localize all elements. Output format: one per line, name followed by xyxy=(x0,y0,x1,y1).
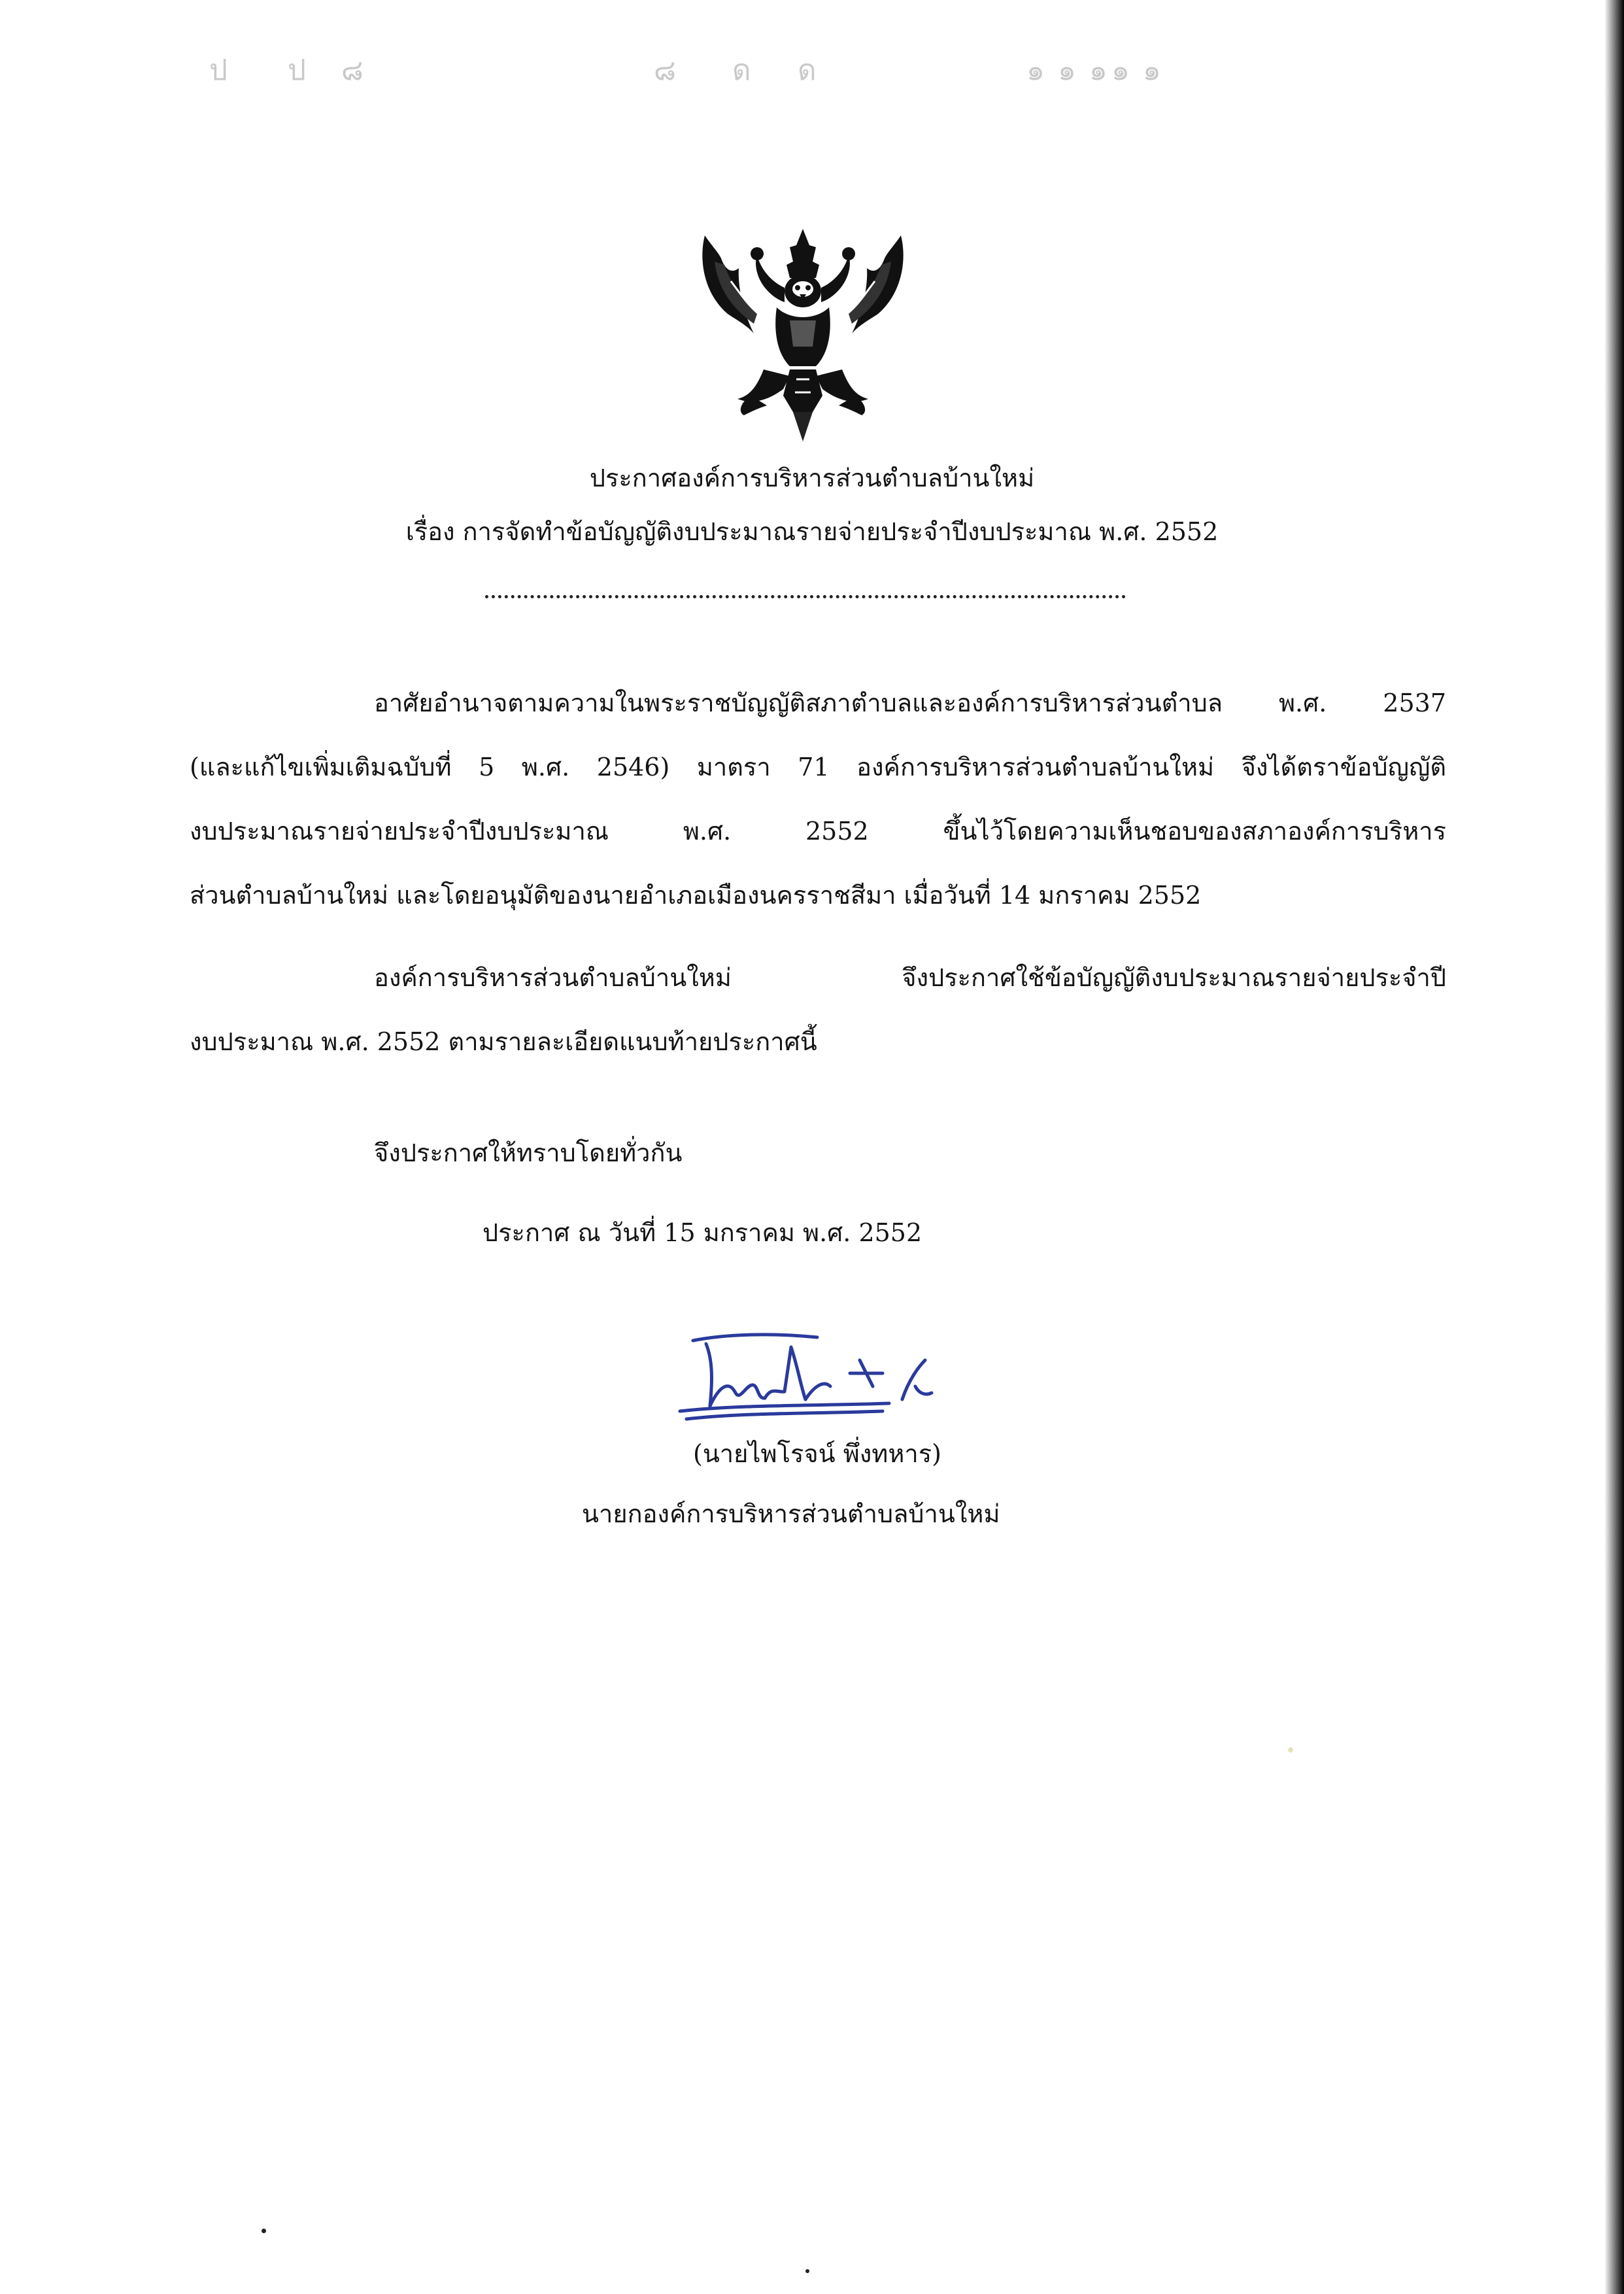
signatory-position: นายกองค์การบริหารส่วนตำบลบ้านใหม่ xyxy=(582,1499,1000,1528)
faint-mark: ด xyxy=(798,54,830,87)
paragraph-2-line-2: งบประมาณ พ.ศ. 2552 ตามรายละเอียดแนบท้ายประกาศนี้ xyxy=(190,1027,817,1056)
scan-speck xyxy=(1288,1747,1293,1753)
scan-speck xyxy=(262,2229,266,2233)
announcement-title: ประกาศองค์การบริหารส่วนตำบลบ้านใหม่ xyxy=(589,464,1035,492)
garuda-emblem-icon xyxy=(692,216,914,451)
faint-header-marks xyxy=(196,34,1177,93)
faint-mark: ๘ xyxy=(654,54,689,87)
closing-line: จึงประกาศให้ทราบโดยทั่วกัน xyxy=(374,1138,683,1167)
title-divider xyxy=(485,591,1126,598)
announcement-date: ประกาศ ณ วันที่ 15 มกราคม พ.ศ. 2552 xyxy=(482,1218,922,1247)
scan-edge xyxy=(1604,0,1624,2294)
faint-mark: ๑๑ xyxy=(1111,54,1174,87)
paragraph-1-line-2: (และแก้ไขเพิ่มเติมฉบับที่ 5 พ.ศ. 2546) มาตรา 71 องค์การบริหารส่วนตำบลบ้านใหม่ จึงได้ตราข้อบัญญัติ xyxy=(190,753,1446,781)
faint-mark: ด xyxy=(732,54,764,87)
paragraph-1-line-1: อาศัยอำนาจตามความในพระราชบัญญัติสภาตำบลและองค์การบริหารส่วนตำบล พ.ศ. 2537 xyxy=(374,689,1446,717)
faint-mark: ๑๑๑ xyxy=(1026,54,1121,87)
paragraph-1-line-4: ส่วนตำบลบ้านใหม่ และโดยอนุมัติของนายอำเภอเมืองนครราชสีมา เมื่อวันที่ 14 มกราคม 2552 xyxy=(190,881,1202,910)
paragraph-1-line-3: งบประมาณรายจ่ายประจำปีงบประมาณ พ.ศ. 2552 ขึ้นไว้โดยความเห็นชอบของสภาองค์การบริหาร xyxy=(190,817,1446,846)
faint-mark: ป xyxy=(209,54,241,87)
announcement-subject: เรื่อง การจัดทำข้อบัญญัติงบประมาณรายจ่ายประจำปีงบประมาณ พ.ศ. 2552 xyxy=(405,517,1219,546)
handwritten-signature xyxy=(667,1321,941,1426)
signatory-name: (นายไพโรจน์ พึ่งทหาร) xyxy=(693,1439,941,1468)
scan-speck xyxy=(805,2269,809,2273)
paragraph-2-line-1: องค์การบริหารส่วนตำบลบ้านใหม่ จึงประกาศใช้ข้อบัญญัติงบประมาณรายจ่ายประจำปี xyxy=(374,963,1446,992)
faint-mark: ป ๘ xyxy=(288,54,377,87)
